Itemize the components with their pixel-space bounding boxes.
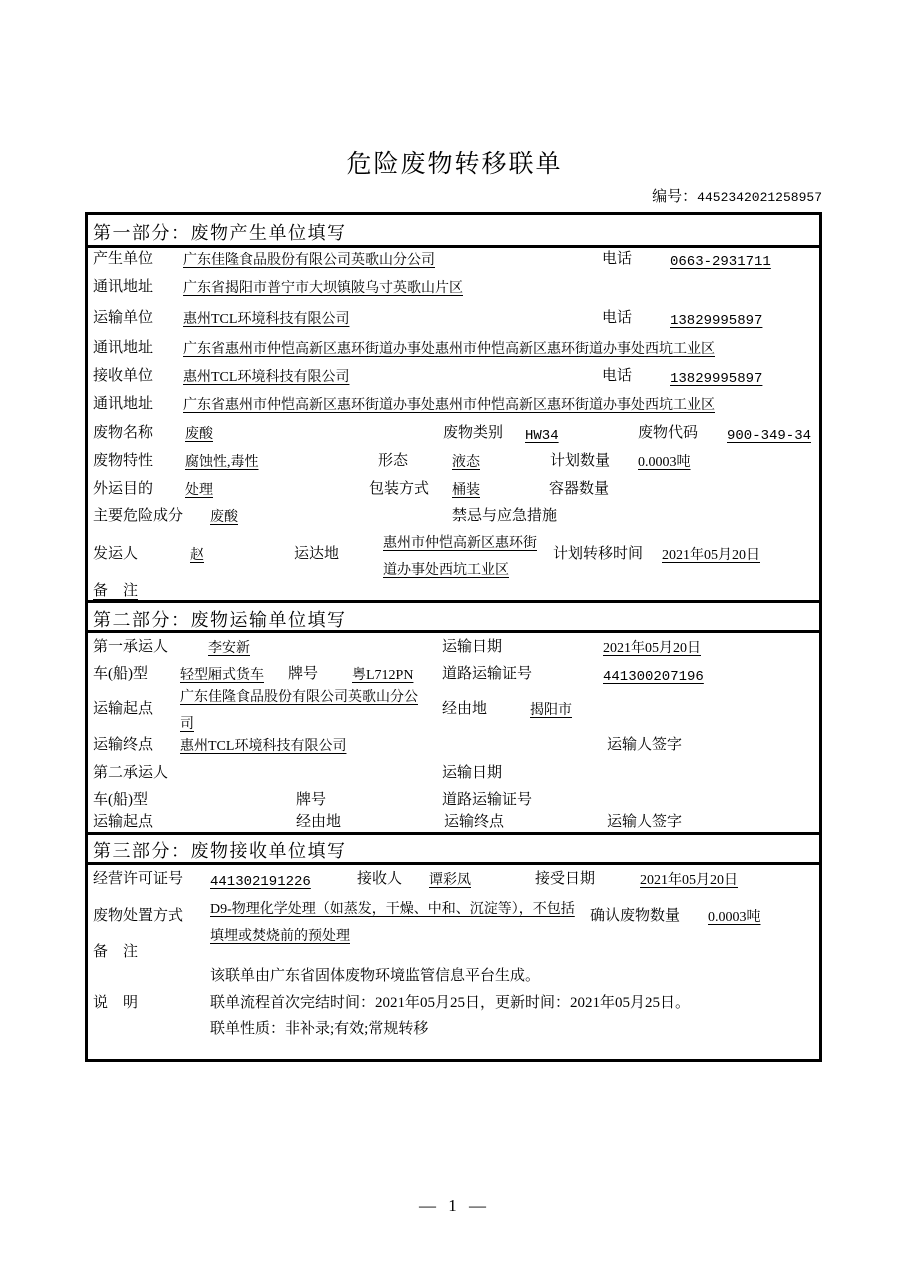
- carrier-value: 惠州TCL环境科技有限公司: [183, 312, 350, 327]
- waste-code-value: 900-349-34: [727, 428, 812, 444]
- note-line1: 该联单由广东省固体废物环境监管信息平台生成。: [210, 968, 541, 984]
- note-line2: 联单流程首次完结时间：2021年05月25日，更新时间：2021年05月25日。: [210, 995, 691, 1011]
- section1-header: 第一部分：废物产生单位填写: [93, 223, 347, 243]
- page-title: 危险废物转移联单: [346, 151, 563, 178]
- serial-line: [652, 185, 822, 206]
- producer-phone-label: 电话: [602, 251, 633, 267]
- hazard-value: 废酸: [210, 510, 238, 525]
- carrier1-label: 第一承运人: [93, 639, 169, 655]
- carrier-label: 运输单位: [93, 310, 154, 326]
- carrier1-value: 李安新: [208, 641, 250, 656]
- divider-section1: [85, 245, 822, 248]
- waste-name-label: 废物名称: [93, 425, 154, 441]
- permit2-label: 道路运输证号: [442, 792, 533, 808]
- plan-time-label: 计划转移时间: [553, 546, 644, 562]
- hazard-label: 主要危险成分: [93, 508, 184, 524]
- packing-value: 桶装: [452, 483, 480, 498]
- waste-category-label: 废物类别: [443, 425, 504, 441]
- dest-label: 运达地: [294, 546, 340, 562]
- carrier-addr-value: 广东省惠州市仲恺高新区惠环街道办事处惠州市仲恺高新区惠环街道办事处西坑工业区: [183, 342, 715, 357]
- end1-label: 运输终点: [93, 737, 154, 753]
- section3-header: 第三部分：废物接收单位填写: [93, 841, 347, 861]
- form-label: 形态: [378, 453, 409, 469]
- sign1-label: 运输人签字: [607, 737, 683, 753]
- divider-section3-top: [85, 832, 822, 835]
- end2-label: 运输终点: [444, 814, 505, 830]
- dest-value: 惠州市仲恺高新区惠环街道办事处西坑工业区: [383, 536, 537, 578]
- waste-code-label: 废物代码: [638, 425, 699, 441]
- s3-remark-label: 备 注: [93, 944, 139, 960]
- form-value: 液态: [452, 455, 480, 470]
- plan-qty-value: 0.0003吨: [638, 455, 691, 470]
- waste-name-value: 废酸: [185, 427, 213, 442]
- producer-phone-value: 0663-2931711: [670, 254, 771, 270]
- producer-label: 产生单位: [93, 251, 154, 267]
- date1-label: 运输日期: [442, 639, 503, 655]
- divider-section2-top: [85, 600, 822, 603]
- note-label: 说 明: [93, 995, 139, 1011]
- emergency-label: 禁忌与应急措施: [452, 508, 558, 524]
- plan-time-value: 2021年05月20日: [662, 548, 760, 563]
- receiver-value: 惠州TCL环境科技有限公司: [183, 370, 350, 385]
- vehicle1-value: 轻型厢式货车: [180, 668, 264, 683]
- carrier-phone-label: 电话: [602, 310, 633, 326]
- vehicle2-label: 车(船)型: [93, 792, 148, 808]
- disposal-label: 废物处置方式: [93, 908, 184, 924]
- note-line3: 联单性质：非补录;有效;常规转移: [210, 1021, 429, 1037]
- via2-label: 经由地: [296, 814, 342, 830]
- serial-label: 编号：: [652, 189, 698, 205]
- date1-value: 2021年05月20日: [603, 641, 701, 656]
- shipper-label: 发运人: [93, 546, 139, 562]
- purpose-label: 外运目的: [93, 481, 154, 497]
- sign2-label: 运输人签字: [607, 814, 683, 830]
- plate1-value: 粤L712PN: [352, 668, 414, 683]
- origin2-label: 运输起点: [93, 814, 154, 830]
- section2-header: 第二部分：废物运输单位填写: [93, 610, 347, 630]
- carrier-phone-value: 13829995897: [670, 313, 763, 329]
- receiver-phone-value: 13829995897: [670, 371, 763, 387]
- license-value: 441302191226: [210, 874, 311, 890]
- plan-qty-label: 计划数量: [550, 453, 611, 469]
- receiver-addr-label: 通讯地址: [93, 396, 154, 412]
- via1-value: 揭阳市: [530, 703, 572, 718]
- container-qty-label: 容器数量: [549, 481, 610, 497]
- origin1-label: 运输起点: [93, 701, 154, 717]
- permit1-label: 道路运输证号: [442, 666, 533, 682]
- producer-value: 广东佳隆食品股份有限公司英歌山分公司: [183, 253, 435, 268]
- carrier2-label: 第二承运人: [93, 765, 169, 781]
- receiver-phone-label: 电话: [602, 368, 633, 384]
- carrier-addr-label: 通讯地址: [93, 340, 154, 356]
- receiver-addr-value: 广东省惠州市仲恺高新区惠环街道办事处惠州市仲恺高新区惠环街道办事处西坑工业区: [183, 398, 715, 413]
- via1-label: 经由地: [442, 701, 488, 717]
- purpose-value: 处理: [185, 483, 213, 498]
- recv-person-label: 接收人: [357, 871, 403, 887]
- end1-value: 惠州TCL环境科技有限公司: [180, 739, 347, 754]
- waste-category-value: HW34: [525, 428, 559, 444]
- disposal-value: D9-物理化学处理（如蒸发，干燥、中和、沉淀等），不包括填埋或焚烧前的预处理: [210, 902, 575, 944]
- producer-addr-value: 广东省揭阳市普宁市大坝镇陂乌寸英歌山片区: [183, 281, 463, 296]
- permit1-value: 441300207196: [603, 669, 704, 685]
- s1-remark-label: 备 注: [93, 583, 139, 599]
- origin1-value: 广东佳隆食品股份有限公司英歌山分公司: [180, 690, 418, 732]
- recv-date-value: 2021年05月20日: [640, 873, 738, 888]
- confirm-qty-value: 0.0003吨: [708, 910, 761, 925]
- date2-label: 运输日期: [442, 765, 503, 781]
- receiver-label: 接收单位: [93, 368, 154, 384]
- recv-person-value: 谭彩凤: [429, 873, 471, 888]
- plate2-label: 牌号: [296, 792, 327, 808]
- producer-addr-label: 通讯地址: [93, 279, 154, 295]
- waste-trait-value: 腐蚀性,毒性: [185, 455, 259, 470]
- page-number: — 1 —: [419, 1196, 490, 1215]
- vehicle1-label: 车(船)型: [93, 666, 148, 682]
- waste-trait-label: 废物特性: [93, 453, 154, 469]
- recv-date-label: 接受日期: [535, 871, 596, 887]
- serial-number: 4452342021258957: [697, 190, 822, 205]
- plate1-label: 牌号: [288, 666, 319, 682]
- confirm-qty-label: 确认废物数量: [590, 908, 681, 924]
- license-label: 经营许可证号: [93, 871, 184, 887]
- shipper-value: 赵: [190, 548, 204, 563]
- packing-label: 包装方式: [369, 481, 430, 497]
